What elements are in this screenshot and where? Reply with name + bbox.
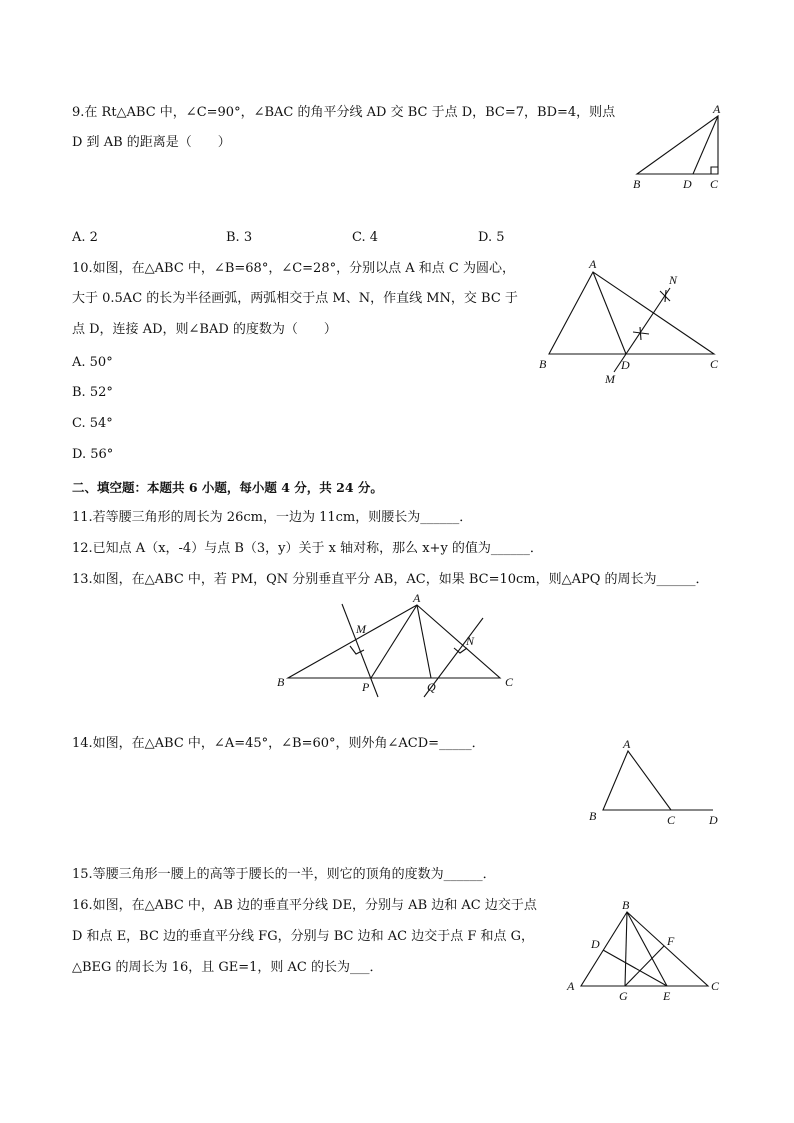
q16-line3: △BEG 的周长为 16，且 GE=1，则 AC 的长为___．: [72, 960, 383, 975]
q13-label-b: B: [277, 675, 285, 689]
q10-line2: 大于 0.5AC 的长为半径画弧，两弧相交于点 M、N，作直线 MN，交 BC 于: [72, 291, 518, 306]
q16-segment-bg: [625, 912, 627, 986]
q13-label-c: C: [505, 675, 514, 689]
q16-label-f: F: [667, 934, 675, 948]
q13-text: 13.如图，在△ABC 中，若 PM，QN 分别垂直平分 AB，AC，如果 BC=10cm，则△APQ 的周长为______．: [72, 572, 709, 587]
q14-label-d: D: [709, 813, 718, 827]
q13-label-n: N: [466, 634, 475, 648]
q10-line1: 10.如图，在△ABC 中，∠B=68°，∠C=28°，分别以点 A 和点 C 为圆心，: [72, 261, 515, 276]
q16-label-c: C: [711, 979, 720, 993]
q12-text: 12.已知点 A（x，-4）与点 B（3，y）关于 x 轴对称，那么 x+y 的值为______．: [72, 541, 543, 556]
q10-label-b: B: [539, 357, 547, 371]
q10-line3: 点 D，连接 AD，则∠BAD 的度数为（ ）: [72, 322, 337, 337]
q14-label-b: B: [589, 809, 597, 823]
q14-label-a: A: [623, 737, 631, 751]
q13-label-m: M: [356, 622, 366, 636]
q10-option-a: A. 50°: [72, 355, 113, 370]
q9-label-a: A: [713, 102, 721, 116]
q10-option-d: D. 56°: [72, 447, 114, 462]
q16-label-e: E: [663, 989, 671, 1003]
q14-label-c: C: [667, 813, 676, 827]
q10-label-a: A: [589, 257, 597, 271]
q10-label-m: M: [605, 372, 615, 386]
q16-label-b: B: [622, 898, 630, 912]
q9-option-d: D. 5: [478, 230, 505, 245]
q9-label-c: C: [710, 177, 719, 191]
q9-line1: 9.在 Rt△ABC 中，∠C=90°，∠BAC 的角平分线 AD 交 BC 于点 D，BC=7，BD=4，则点: [72, 105, 616, 120]
q16-triangle-abc: [581, 912, 708, 986]
q13-label-q: Q: [427, 680, 436, 694]
section-2-heading: 二、填空题：本题共 6 小题，每小题 4 分，共 24 分。: [72, 480, 383, 495]
q14-text: 14.如图，在△ABC 中，∠A=45°，∠B=60°，则外角∠ACD=_____．: [72, 736, 485, 751]
q13-label-a: A: [413, 591, 421, 605]
q13-label-p: P: [362, 680, 370, 694]
q9-option-b: B. 3: [226, 230, 253, 245]
q16-label-a: A: [567, 979, 575, 993]
q9-option-a: A. 2: [72, 230, 98, 245]
q10-label-c: C: [710, 357, 719, 371]
q9-option-c: C. 4: [352, 230, 379, 245]
q11-text: 11.若等腰三角形的周长为 26cm，一边为 11cm，则腰长为______．: [72, 510, 473, 525]
q16-line2: D 和点 E，BC 边的垂直平分线 FG，分别与 BC 边和 AC 边交于点 F 和点 G，: [72, 929, 534, 944]
q9-line2: D 到 AB 的距离是（ ）: [72, 135, 231, 150]
q10-label-d: D: [621, 358, 630, 372]
q10-label-n: N: [669, 273, 678, 287]
q16-label-d: D: [591, 937, 600, 951]
q10-option-b: B. 52°: [72, 385, 113, 400]
q16-label-g: G: [619, 989, 628, 1003]
q9-label-b: B: [633, 177, 641, 191]
q9-label-d: D: [683, 177, 692, 191]
q10-option-c: C. 54°: [72, 416, 113, 431]
q15-text: 15.等腰三角形一腰上的高等于腰长的一半，则它的顶角的度数为______．: [72, 867, 496, 882]
q16-line1: 16.如图，在△ABC 中，AB 边的垂直平分线 DE，分别与 AB 边和 AC 边交于点: [72, 898, 537, 913]
